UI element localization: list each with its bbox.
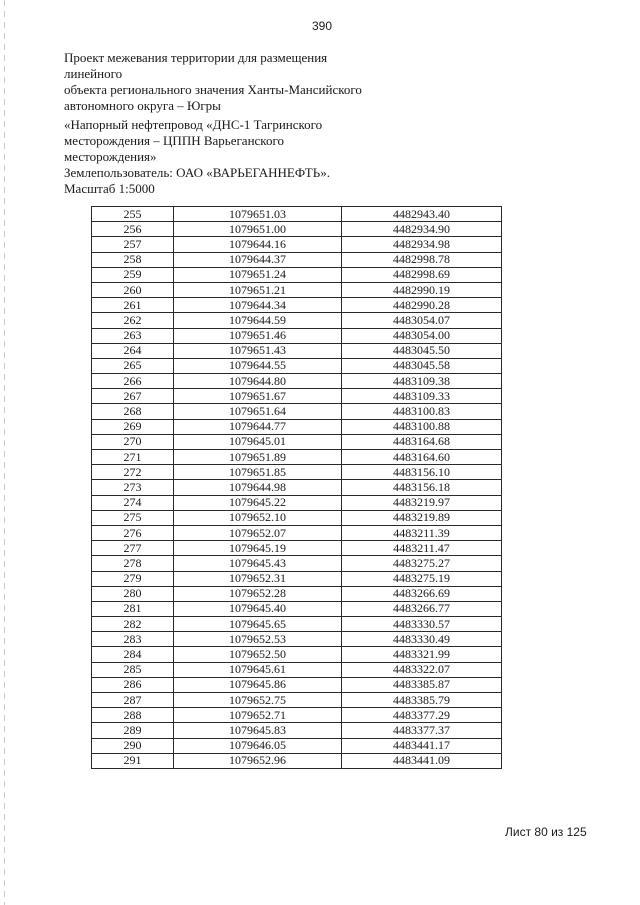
point-number-cell: 262: [92, 313, 174, 328]
project-line-2: объекта регионального значения Ханты-Мансийского: [64, 82, 362, 97]
x-coordinate-cell: 1079652.10: [174, 510, 342, 525]
x-coordinate-cell: 1079651.85: [174, 465, 342, 480]
table-row: [92, 495, 502, 510]
table-row: [92, 601, 502, 616]
table-row: [92, 237, 502, 252]
table-row: [92, 465, 502, 480]
table-row: [92, 450, 502, 465]
project-line-1: Проект межевания территории для размещения линейного: [64, 50, 328, 81]
object-line-3: месторождения»: [64, 149, 157, 164]
point-number-cell: 281: [92, 601, 174, 616]
table-row: [92, 723, 502, 738]
y-coordinate-cell: 4483385.79: [342, 693, 502, 708]
x-coordinate-cell: 1079645.43: [174, 556, 342, 571]
coordinates-table-body: [92, 207, 502, 769]
y-coordinate-cell: 4483100.88: [342, 419, 502, 434]
table-row: [92, 282, 502, 297]
y-coordinate-cell: 4483211.47: [342, 541, 502, 556]
x-coordinate-cell: 1079651.89: [174, 450, 342, 465]
binding-margin-line: [4, 0, 5, 905]
x-coordinate-cell: 1079651.00: [174, 222, 342, 237]
x-coordinate-cell: 1079652.96: [174, 753, 342, 768]
point-number-cell: 288: [92, 708, 174, 723]
coordinates-table: [91, 206, 502, 769]
page-number: 390: [311, 19, 333, 33]
y-coordinate-cell: 4483441.17: [342, 738, 502, 753]
y-coordinate-cell: 4483109.38: [342, 374, 502, 389]
point-number-cell: 258: [92, 252, 174, 267]
point-number-cell: 274: [92, 495, 174, 510]
x-coordinate-cell: 1079651.03: [174, 207, 342, 222]
y-coordinate-cell: 4483219.97: [342, 495, 502, 510]
point-number-cell: 268: [92, 404, 174, 419]
point-number-cell: 267: [92, 389, 174, 404]
point-number-cell: 270: [92, 434, 174, 449]
table-row: [92, 510, 502, 525]
point-number-cell: 265: [92, 358, 174, 373]
object-line-2: месторождения – ЦППН Варьеганского: [64, 133, 284, 148]
point-number-cell: 276: [92, 525, 174, 540]
point-number-cell: 257: [92, 237, 174, 252]
x-coordinate-cell: 1079652.07: [174, 525, 342, 540]
y-coordinate-cell: 4483330.49: [342, 632, 502, 647]
x-coordinate-cell: 1079652.71: [174, 708, 342, 723]
y-coordinate-cell: 4483219.89: [342, 510, 502, 525]
x-coordinate-cell: 1079645.22: [174, 495, 342, 510]
point-number-cell: 272: [92, 465, 174, 480]
x-coordinate-cell: 1079652.28: [174, 586, 342, 601]
table-row: [92, 662, 502, 677]
y-coordinate-cell: 4483054.07: [342, 313, 502, 328]
x-coordinate-cell: 1079645.40: [174, 601, 342, 616]
table-row: [92, 343, 502, 358]
table-row: [92, 389, 502, 404]
point-number-cell: 260: [92, 282, 174, 297]
table-row: [92, 328, 502, 343]
y-coordinate-cell: 4483045.58: [342, 358, 502, 373]
point-number-cell: 289: [92, 723, 174, 738]
table-row: [92, 298, 502, 313]
y-coordinate-cell: 4483385.87: [342, 677, 502, 692]
table-row: [92, 586, 502, 601]
point-number-cell: 277: [92, 541, 174, 556]
point-number-cell: 263: [92, 328, 174, 343]
point-number-cell: 279: [92, 571, 174, 586]
y-coordinate-cell: 4483275.27: [342, 556, 502, 571]
y-coordinate-cell: 4483211.39: [342, 525, 502, 540]
point-number-cell: 266: [92, 374, 174, 389]
y-coordinate-cell: 4482934.90: [342, 222, 502, 237]
table-row: [92, 480, 502, 495]
point-number-cell: 259: [92, 267, 174, 282]
table-row: [92, 434, 502, 449]
table-row: [92, 753, 502, 768]
point-number-cell: 280: [92, 586, 174, 601]
table-row: [92, 693, 502, 708]
x-coordinate-cell: 1079645.01: [174, 434, 342, 449]
point-number-cell: 290: [92, 738, 174, 753]
table-row: [92, 738, 502, 753]
table-row: [92, 541, 502, 556]
y-coordinate-cell: 4483164.60: [342, 450, 502, 465]
table-row: [92, 313, 502, 328]
y-coordinate-cell: 4483266.69: [342, 586, 502, 601]
y-coordinate-cell: 4482998.78: [342, 252, 502, 267]
x-coordinate-cell: 1079651.21: [174, 282, 342, 297]
table-row: [92, 556, 502, 571]
x-coordinate-cell: 1079652.75: [174, 693, 342, 708]
x-coordinate-cell: 1079652.53: [174, 632, 342, 647]
x-coordinate-cell: 1079644.37: [174, 252, 342, 267]
point-number-cell: 286: [92, 677, 174, 692]
point-number-cell: 269: [92, 419, 174, 434]
point-number-cell: 282: [92, 617, 174, 632]
table-row: [92, 252, 502, 267]
y-coordinate-cell: 4482934.98: [342, 237, 502, 252]
scale: Масштаб 1:5000: [64, 181, 155, 196]
land-user: Землепользователь: ОАО «ВАРЬЕГАННЕФТЬ».: [64, 165, 330, 180]
table-row: [92, 632, 502, 647]
x-coordinate-cell: 1079644.77: [174, 419, 342, 434]
table-row: [92, 708, 502, 723]
table-row: [92, 267, 502, 282]
point-number-cell: 291: [92, 753, 174, 768]
x-coordinate-cell: 1079651.46: [174, 328, 342, 343]
x-coordinate-cell: 1079645.83: [174, 723, 342, 738]
y-coordinate-cell: 4483322.07: [342, 662, 502, 677]
y-coordinate-cell: 4482943.40: [342, 207, 502, 222]
x-coordinate-cell: 1079652.31: [174, 571, 342, 586]
x-coordinate-cell: 1079644.98: [174, 480, 342, 495]
point-number-cell: 285: [92, 662, 174, 677]
x-coordinate-cell: 1079644.34: [174, 298, 342, 313]
point-number-cell: 255: [92, 207, 174, 222]
point-number-cell: 278: [92, 556, 174, 571]
x-coordinate-cell: 1079651.24: [174, 267, 342, 282]
project-line-3: автономного округа – Югры: [64, 98, 221, 113]
y-coordinate-cell: 4483164.68: [342, 434, 502, 449]
y-coordinate-cell: 4483156.18: [342, 480, 502, 495]
point-number-cell: 284: [92, 647, 174, 662]
x-coordinate-cell: 1079645.86: [174, 677, 342, 692]
table-row: [92, 677, 502, 692]
point-number-cell: 264: [92, 343, 174, 358]
x-coordinate-cell: 1079652.50: [174, 647, 342, 662]
table-row: [92, 404, 502, 419]
point-number-cell: 256: [92, 222, 174, 237]
x-coordinate-cell: 1079644.80: [174, 374, 342, 389]
x-coordinate-cell: 1079651.67: [174, 389, 342, 404]
table-row: [92, 647, 502, 662]
table-row: [92, 374, 502, 389]
y-coordinate-cell: 4483441.09: [342, 753, 502, 768]
y-coordinate-cell: 4483100.83: [342, 404, 502, 419]
x-coordinate-cell: 1079644.55: [174, 358, 342, 373]
y-coordinate-cell: 4482990.19: [342, 282, 502, 297]
y-coordinate-cell: 4482990.28: [342, 298, 502, 313]
y-coordinate-cell: 4483109.33: [342, 389, 502, 404]
table-row: [92, 525, 502, 540]
x-coordinate-cell: 1079645.61: [174, 662, 342, 677]
y-coordinate-cell: 4483321.99: [342, 647, 502, 662]
y-coordinate-cell: 4483156.10: [342, 465, 502, 480]
sheet-counter: Лист 80 из 125: [505, 825, 587, 839]
point-number-cell: 283: [92, 632, 174, 647]
point-number-cell: 273: [92, 480, 174, 495]
x-coordinate-cell: 1079644.16: [174, 237, 342, 252]
point-number-cell: 261: [92, 298, 174, 313]
x-coordinate-cell: 1079644.59: [174, 313, 342, 328]
point-number-cell: 287: [92, 693, 174, 708]
document-header: [64, 50, 384, 197]
table-row: [92, 419, 502, 434]
x-coordinate-cell: 1079645.19: [174, 541, 342, 556]
y-coordinate-cell: 4483330.57: [342, 617, 502, 632]
x-coordinate-cell: 1079651.43: [174, 343, 342, 358]
point-number-cell: 275: [92, 510, 174, 525]
y-coordinate-cell: 4483054.00: [342, 328, 502, 343]
table-row: [92, 358, 502, 373]
y-coordinate-cell: 4482998.69: [342, 267, 502, 282]
y-coordinate-cell: 4483045.50: [342, 343, 502, 358]
x-coordinate-cell: 1079645.65: [174, 617, 342, 632]
table-row: [92, 222, 502, 237]
point-number-cell: 271: [92, 450, 174, 465]
y-coordinate-cell: 4483275.19: [342, 571, 502, 586]
object-line-1: «Напорный нефтепровод «ДНС-1 Тагринского: [64, 117, 323, 132]
y-coordinate-cell: 4483266.77: [342, 601, 502, 616]
x-coordinate-cell: 1079646.05: [174, 738, 342, 753]
table-row: [92, 617, 502, 632]
table-row: [92, 571, 502, 586]
table-row: [92, 207, 502, 222]
x-coordinate-cell: 1079651.64: [174, 404, 342, 419]
y-coordinate-cell: 4483377.37: [342, 723, 502, 738]
y-coordinate-cell: 4483377.29: [342, 708, 502, 723]
